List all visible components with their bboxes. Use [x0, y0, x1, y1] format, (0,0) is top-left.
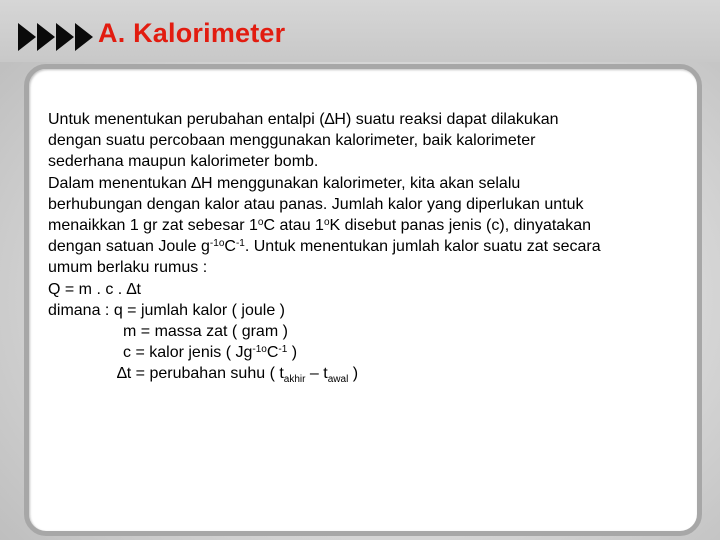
body-text [48, 109, 688, 385]
text-line: dengan suatu percobaan menggunakan kalorimeter, baik kalorimeter [48, 132, 536, 150]
text-line: Untuk menentukan perubahan entalpi (∆H) suatu reaksi dapat dilakukan [48, 111, 559, 128]
text-segment: K disebut panas jenis (c), dinyatakan [329, 217, 591, 235]
text-segment: dengan satuan Joule g [48, 238, 210, 256]
definition-m: m = massa zat ( gram ) [123, 323, 288, 341]
text-segment: C [224, 238, 236, 256]
definition-q: dimana : q = jumlah kalor ( joule ) [48, 301, 285, 319]
slide-title: A. Kalorimeter [98, 18, 286, 48]
text-segment: c = kalor jenis ( Jg [123, 344, 253, 362]
unit-superscript: -1o [252, 344, 267, 356]
subscript: awal [327, 374, 349, 386]
text-line: Dalam menentukan ∆H menggunakan kalorimeter, kita akan selalu [48, 174, 521, 192]
formula: Q = m . c . ∆t [48, 280, 141, 298]
text-segment: ) [348, 365, 359, 383]
play-arrow-icon [18, 23, 36, 51]
text-line [48, 236, 688, 257]
text-segment: – t [305, 365, 328, 383]
play-arrow-icon [56, 23, 74, 51]
play-arrow-icon [75, 23, 93, 51]
unit-superscript: -1o [209, 238, 225, 250]
play-arrow-icon [37, 23, 55, 51]
text-segment: ∆t = perubahan suhu ( t [117, 365, 284, 383]
text-line: sederhana maupun kalorimeter bomb. [48, 153, 319, 171]
unit-superscript: -1 [235, 238, 245, 250]
text-line: umum berlaku rumus : [48, 259, 208, 277]
text-segment: menaikkan 1 gr zat sebesar 1 [48, 217, 258, 235]
arrow-bullets [16, 22, 94, 52]
unit-superscript: -1 [278, 344, 288, 356]
degree-superscript: o [257, 217, 264, 229]
degree-superscript: o [323, 217, 330, 229]
text-segment: ) [287, 344, 298, 362]
definition-c [48, 342, 688, 363]
subscript: akhir [283, 374, 306, 386]
text-line: berhubungan dengan kalor atau panas. Jumlah kalor yang diperlukan untuk [48, 195, 584, 213]
text-segment: . Untuk menentukan jumlah kalor suatu zat secara [244, 238, 601, 256]
text-segment: C [266, 344, 279, 362]
text-segment: C atau 1 [263, 217, 324, 235]
definition-t [48, 363, 688, 384]
text-line [48, 215, 688, 236]
